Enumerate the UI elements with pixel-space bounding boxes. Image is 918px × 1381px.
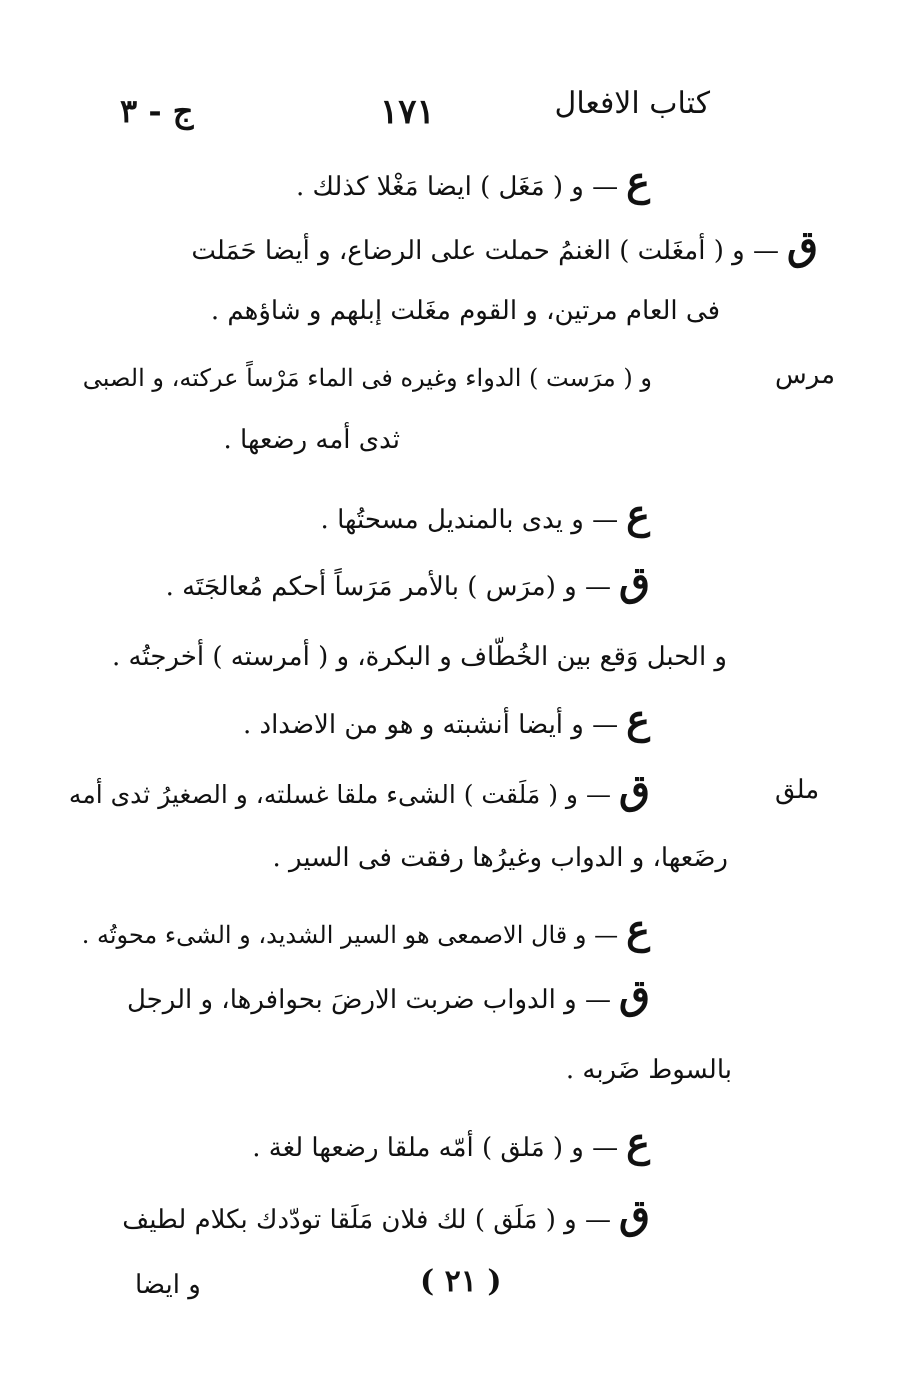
line-text: — و أيضا أنشبته و هو من الاضداد . [242, 710, 619, 740]
line-marker: ع [626, 491, 650, 538]
line-marker: ع [626, 906, 650, 953]
line-marker: ع [626, 1119, 650, 1166]
text-line [242, 696, 650, 743]
text-line [320, 491, 650, 538]
line-text: — و قال الاصمعى هو السير الشديد، و الشىء محوتُه . [81, 921, 619, 949]
text-line [295, 158, 650, 205]
margin-keyword-mars: مرس [775, 360, 836, 390]
line-marker: ق [618, 558, 650, 605]
line-text: و ( مرَست ) الدواء وغيره فى الماء مَرْساً عركته، و الصبى [82, 364, 652, 392]
text-line [81, 906, 650, 953]
line-marker: ق [618, 971, 650, 1018]
signature-number: ( ٢١ ) [420, 1264, 502, 1299]
text-line [566, 1045, 740, 1085]
text-line [68, 766, 650, 813]
volume-label: ج - ٣ [120, 92, 194, 130]
text-line [211, 286, 728, 326]
margin-keyword-malaq: ملق [775, 775, 820, 805]
line-marker: ع [626, 158, 650, 205]
text-line [191, 222, 818, 269]
text-line [273, 833, 736, 873]
line-text: — و ( مَلق ) أمّه ملقا رضعها لغة . [252, 1133, 619, 1163]
line-marker: ق [786, 222, 818, 269]
line-text: ثدى أمه رضعها . [223, 425, 400, 455]
text-line [252, 1119, 650, 1166]
line-text: — و ( أمغَلت ) الغنمُ حملت على الرضاع، و أيضا حَمَلت [191, 236, 779, 266]
page-header [110, 78, 710, 138]
text-line [165, 558, 650, 605]
line-text: بالسوط ضَربه . [565, 1055, 732, 1085]
line-text: — و ( مَلَق ) لك فلان مَلَقا تودّدك بكلام لطيف [122, 1205, 611, 1235]
text-line [112, 632, 735, 672]
line-text: — و ( مَغَل ) ايضا مَغْلا كذلك . [295, 172, 619, 202]
line-text: فى العام مرتين، و القوم مغَلت إبلهم و شاؤهم . [210, 296, 720, 326]
text-line [224, 415, 408, 455]
text-line [122, 1191, 650, 1238]
line-text: — و الدواب ضربت الارضَ بحوافرها، و الرجل [126, 985, 611, 1015]
line-text: — و (مرَس ) بالأمر مَرَساً أحكم مُعالجَتَه . [165, 572, 611, 602]
line-text: — و ( مَلَقت ) الشىء ملقا غسلته، و الصغيرُ ثدى أمه [68, 780, 611, 809]
page-number: ١٧١ [380, 92, 435, 132]
line-marker: ق [618, 766, 650, 813]
catchword: و ايضا [135, 1270, 201, 1300]
text-line [126, 971, 650, 1018]
book-title: كتاب الافعال [554, 86, 710, 121]
line-marker: ق [618, 1191, 650, 1238]
line-text: — و يدى بالمنديل مسحتُها . [320, 505, 619, 535]
line-text: و الحبل وَقع بين الخُطّاف و البكرة، و ( أمرسته ) أخرجتُه . [112, 642, 727, 672]
line-marker: ع [626, 696, 650, 743]
text-line [83, 353, 660, 393]
line-text: رضَعها، و الدواب وغيرُها رفقت فى السير . [272, 843, 728, 873]
